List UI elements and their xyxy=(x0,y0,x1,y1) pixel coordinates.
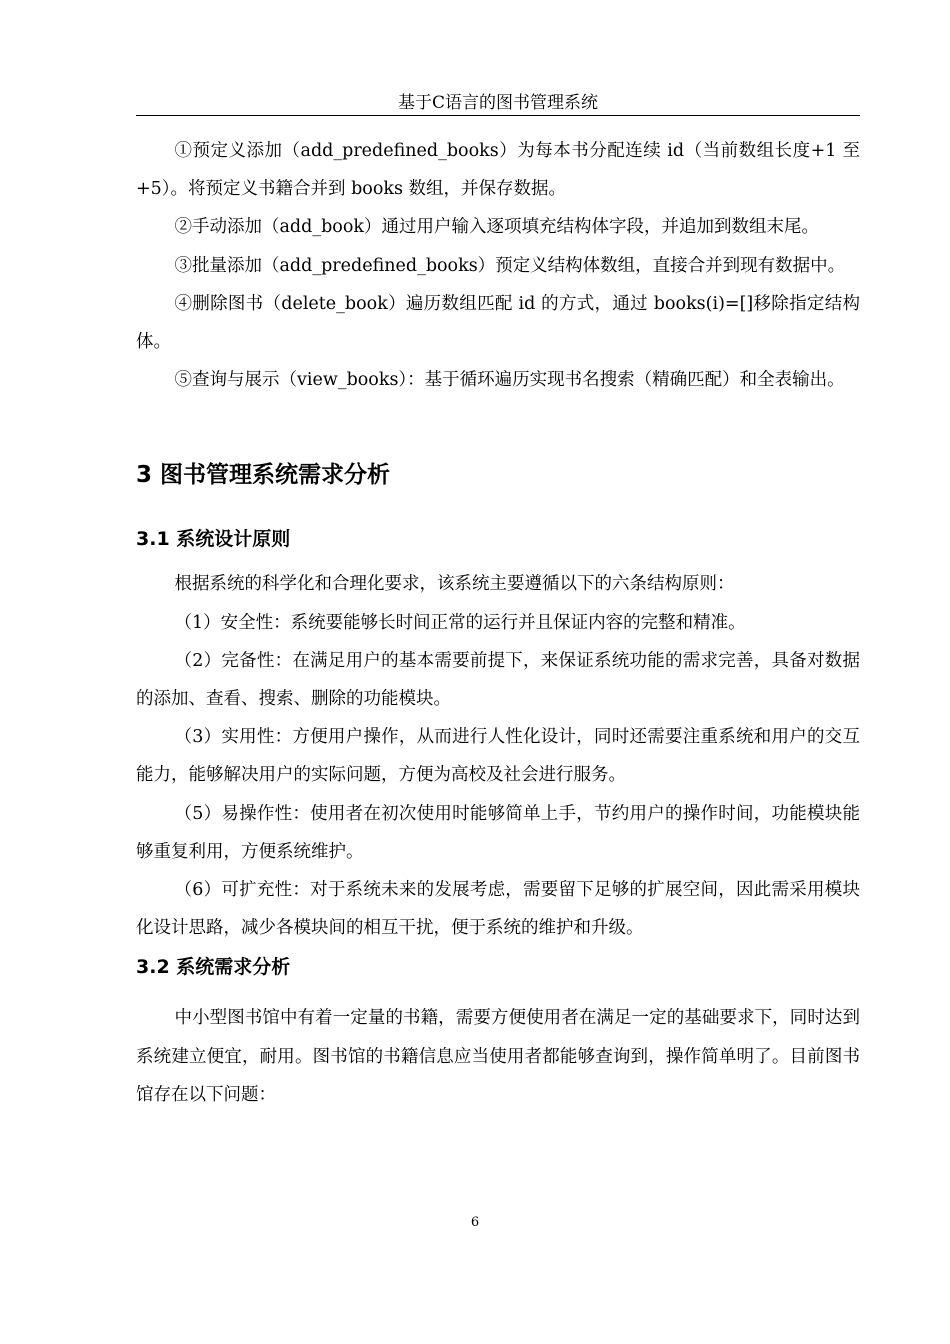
section-3-1-heading: 3.1 系统设计原则 xyxy=(136,528,291,551)
paragraph-predefined-add: ①预定义添加（add_predefined_books）为每本书分配连续 id（当前数组长度+1 至 +5）。将预定义书籍合并到 books 数组，并保存数据。 xyxy=(136,141,860,200)
header-title: 基于C语言的图书管理系统 xyxy=(397,93,598,113)
paragraph-principle-completeness: （2）完备性：在满足用户的基本需要前提下，来保证系统功能的需求完善，具备对数据的添加、查看、搜索、删除的功能模块。 xyxy=(136,650,860,710)
paragraph-delete-book: ④删除图书（delete_book）遍历数组匹配 id 的方式，通过 books(i)=[]移除指定结构体。 xyxy=(136,293,860,353)
paragraph-principle-extensibility: （6）可扩充性：对于系统未来的发展考虑，需要留下足够的扩展空间，因此需采用模块化设计思路，减少各模块间的相互干扰，便于系统的维护和升级。 xyxy=(136,880,860,939)
section-3-heading: 3 图书管理系统需求分析 xyxy=(136,462,391,489)
section-spacer xyxy=(136,399,860,451)
paragraph-batch-add: ③批量添加（add_predefined_books）预定义结构体数组，直接合并到现有数据中。 xyxy=(174,255,846,276)
document-body xyxy=(136,132,860,1114)
paragraph-view-books: ⑤查询与展示（view_books）：基于循环遍历实现书名搜索（精确匹配）和全表输出。 xyxy=(174,370,845,391)
page-number: 6 xyxy=(470,1215,480,1230)
paragraph-manual-add: ②手动添加（add_book）通过用户输入逐项填充结构体字段，并追加到数组末尾。 xyxy=(174,217,819,238)
paragraph-principle-usability: （5）易操作性：使用者在初次使用时能够简单上手，节约用户的操作时间，功能模块能够重复利用，方便系统维护。 xyxy=(136,803,860,862)
paragraph-requirements: 中小型图书馆中有着一定量的书籍，需要方便使用者在满足一定的基础要求下，同时达到系统建立便宜，耐用。图书馆的书籍信息应当使用者都能够查询到，操作简单明了。目前图书馆存在以下问题： xyxy=(136,1008,860,1105)
paragraph-principle-practicality: （3）实用性：方便用户操作，从而进行人性化设计，同时还需要注重系统和用户的交互能力，能够解决用户的实际问题，方便为高校及社会进行服务。 xyxy=(136,727,860,786)
paragraph-design-principles-intro: 根据系统的科学化和合理化要求，该系统主要遵循以下的六条结构原则： xyxy=(174,574,735,595)
page-header xyxy=(136,91,860,116)
section-3-2-heading: 3.2 系统需求分析 xyxy=(136,956,291,979)
paragraph-principle-security: （1）安全性：系统要能够长时间正常的运行并且保证内容的完整和精准。 xyxy=(174,612,746,633)
